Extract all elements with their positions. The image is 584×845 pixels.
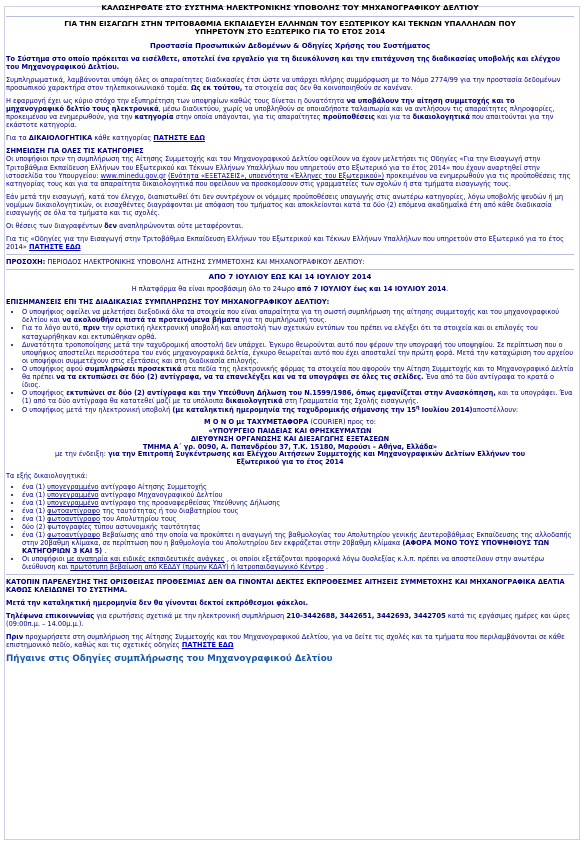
enclosures-intro: Τα εξής δικαιολογητικά:	[6, 471, 88, 480]
before-filling-note: Πριν προχωρήσετε στη συμπλήρωση της Αίτησης Συμμετοχής και του Μηχανογραφικού Δελτίου, για να δείτε τις σχολές και τα τμήματα που περιλαμβάνονται σε κάθε επιστημονικό πεδίο, καθώς και τις σχετικές οδηγίες ΠΑΤΗΣΤΕ ΕΔΩ	[6, 633, 565, 650]
list-item: • ένα (1) φωτοαντίγραφο του Απολυτηρίου τους	[22, 515, 574, 523]
note-paragraph-1: Οι υποψήφιοι πριν τη συμπλήρωση της Αίτησης Συμμετοχής και του Μηχανογραφικού Δελτίου οφείλουν να έχουν μελετήσει τις Οδηγίες «Για την Εισαγωγή στην Τριτοβάθμια Εκπαίδευση Ελλήνων του Εξωτερικού και Τέκνων Ελλήνων Υπαλλήλων που υπηρετούν στο Εξωτερικό για το έτος 2014» που έχουν αναρτηθεί στην ιστοσελίδα του Υπουργείου: www.minedu.gov.gr (Ενότητα «ΕΞΕΤΑΣΕΙΣ», υποενότητα «Έλληνες του Εξωτερικού») προκειμένου να ενημερωθούν για τις προϋποθέσεις της κατηγορίας τους και για τα απαραίτητα δικαιολογητικά που οφείλουν να προσκομίσουν στις γραμματείες των σχολών ή στα τμήματα εισαγωγής τους.	[6, 155, 571, 188]
divider	[6, 254, 574, 255]
goal-paragraph: Η εφαρμογή έχει ως κύριο στόχο την εξυπηρέτηση των υποψηφίων καθώς τους δίνεται η δυνατότητα να υποβάλουν την αίτηση συμμετοχής και το μηχανογραφικό δελτίο τους ηλεκτρονικά, μέσω διαδικτύου, χωρίς να υποβληθούν σε οποιαδήποτε ταλαιπωρία και να αντλήσουν τις απαραίτητες πληροφορίες, προκειμένου να ενημερωθούν, για την κατηγορία στην οποία υπάγονται, για τις απαραίτητες προϋποθέσεις και για τα δικαιολογητικά που απαιτούνται για την εκάστοτε κατηγορία.	[6, 97, 555, 130]
enclosures-list	[6, 483, 574, 571]
clarifications-heading: ΕΠΙΣΗΜΑΝΣΕΙΣ ΕΠΙ ΤΗΣ ΔΙΑΔΙΚΑΣΙΑΣ ΣΥΜΠΛΗΡΩΣΗΣ ΤΟΥ ΜΗΧΑΝΟΓΡΑΦΙΚΟΥ ΔΕΛΤΙΟΥ:	[6, 298, 330, 307]
list-item: • ένα (1) φωτοαντίγραφο της ταυτότητας ή του διαβατηρίου τους	[22, 507, 574, 515]
list-item: • ένα (1) φωτοαντίγραφο Βεβαίωσης από την οποία να προκύπτει η αναγωγή της βαθμολογίας του Απολυτηρίου γενικής Δευτεροβάθμιας Εκπαίδευσης της αλλοδαπής στην 20βαθμη κλίμακα, σε περίπτωση που η βαθμολογία του Απολυτηρίου δεν εκφράζεται στην 20βαθμη κλίμακα (ΑΦΟΡΑ ΜΟΝΟ ΤΟΥΣ ΥΠΟΨΗΦΙΟΥΣ ΤΩΝ ΚΑΤΗΓΟΡΙΩΝ 3 ΚΑΙ 5) .	[22, 531, 574, 555]
list-item: • ένα (1) υπογεγραμμένο αντίγραφο Αίτησης Συμμετοχής	[22, 483, 574, 491]
list-item: • δύο (2) φωτογραφίες τύπου αστυνομικής ταυτότητας	[22, 523, 574, 531]
list-item: • Οι υποψήφιοι με αναπηρία και ειδικές εκπαιδευτικές ανάγκες , οι οποίοι εξετάζονται προφορικά λόγω δυσλεξίας κ.λ.π. πρέπει να αποστείλουν στην ανωτέρω διεύθυνση και πρωτότυπη βεβαίωση από ΚΕΔΔΥ (πρώην ΚΔΑΥ) ή Ιατροπαιδαγωγικό Κέντρο .	[22, 555, 574, 571]
note-paragraph-2: Εάν μετά την εισαγωγή, κατά τον έλεγχο, διαπιστωθεί ότι δεν συντρέχουν οι νόμιμες προϋποθέσεις υπαγωγής στις ανωτέρω κατηγορίες, λόγω υποβολής ψευδών ή μη νομίμων δικαιολογητικών, οι εισαχθέντες διαγράφονται με απόφαση του τμήματος και αποκλείονται κατά τα δύο (2) επόμενα ακαδημαϊκά έτη από κάθε διαδικασία εισαγωγής σε όλα τα τμήματα και τις σχολές.	[6, 192, 564, 217]
goto-instructions-link[interactable]: Πήγαινε στις Οδηγίες συμπλήρωσης του Μηχανογραφικού Δελτίου	[6, 654, 333, 665]
list-item: • ένα (1) υπογεγραμμένο αντίγραφο Μηχανογραφικού Δελτίου	[22, 491, 574, 499]
page-subtitle-line2: ΥΠΗΡΕΤΟΥΝ ΣΤΟ ΕΞΩΤΕΡΙΚΟ ΓΙΑ ΤΟ ΕΤΟΣ 2014	[194, 27, 386, 37]
period-dates: ΑΠΟ 7 ΙΟΥΛΙΟΥ ΕΩΣ ΚΑΙ 14 ΙΟΥΛΙΟΥ 2014	[208, 272, 372, 281]
privacy-paragraph: Συμπληρωματικά, λαμβάνονται υπόψη όλες οι απαραίτητες διαδικασίες έτσι ώστε να υπάρχει πλήρης συμμόρφωση με το Νόμο 2774/99 για την προστασία δεδομένων προσωπικού χαρακτήρα στον τηλεπικοινωνιακό τομέα. Ως εκ τούτου, τα στοιχεία σας δεν θα κοινοποιηθούν σε κανέναν.	[6, 76, 561, 93]
mailing-address: «ΥΠΟΥΡΓΕΙΟ ΠΑΙΔΕΙΑΣ ΚΑΙ ΘΡΗΣΚΕΥΜΑΤΩΝ ΔΙΕΥΘΥΝΣΗ ΟΡΓΑΝΩΣΗΣ ΚΑΙ ΔΙΕΞΑΓΩΓΗΣ ΕΞΕΤΑΣΕΩΝ ΤΜΗΜΑ Α΄ γρ. 0090, Α. Παπανδρέου 37, Τ.Κ. 15180, Μαρούσι – Αθήνα, Ελλάδα» με την ένδειξη: για την Επιτροπή Συγκέντρωσης και Ελέγχου Αιτήσεων Συμμετοχής και Μηχανογραφικών Δελτίων Ελλήνων του Εξωτερικού για το έτος 2014	[54, 427, 526, 467]
list-item: • Ο υποψήφιος μετά την ηλεκτρονική υποβολή (με καταληκτική ημερομηνία της ταχυδρομικής σήμανσης την $15^\eta$ Ιουλίου 2014)αποστέλλουν:	[22, 405, 574, 414]
list-item: • Για το λόγο αυτό, πριν την οριστική ηλεκτρονική υποβολή και αποστολή των σχετικών εντύπων του πρέπει να ελέγξει ότι τα στοιχεία και οι επιλογές του καταχωρήθηκαν και εκτυπώθηκαν ορθά.	[22, 324, 574, 340]
contact-phones: Τηλέφωνα επικοινωνίας για ερωτήσεις σχετικά με την ηλεκτρονική συμπλήρωση 210-3442688, 3442651, 3442693, 3442705 κατά τις εργάσιμες ημέρες και ώρες (09:00π.μ. – 14.00μ.μ.).	[6, 612, 571, 629]
divider	[6, 574, 574, 575]
divider	[6, 269, 574, 270]
list-item: • Δυνατότητα τροποποίησης μετά την ταχυδρομική αποστολή δεν υπάρχει. Έγκυρο θεωρούνται αυτό που φέρουν την υπογραφή του υποψηφίου. Σε περίπτωση που ο υποψήφιος αποστείλει περισσότερα του ενός μηχανογραφικά δελτία, έγκυρο θεωρείται αυτό που έχει αποσταλεί την πρώτη φορά. Μετά την καταχώριση του αρχείου οι υποψήφιοι συμμετέχουν στις εξετάσεις και στη διαδικασία επιλογής.	[22, 341, 574, 365]
guidelines-link[interactable]: ΠΑΤΗΣΤΕ ΕΔΩ	[28, 242, 81, 251]
note-paragraph-3: Οι θέσεις των διαγραφέντων δεν αναπληρώνονται ούτε μεταφέρονται.	[6, 221, 244, 230]
privacy-heading: Προστασία Προσωπικών Δεδομένων & Οδηγίες Χρήσης του Συστήματος	[149, 41, 431, 50]
minedu-link[interactable]: www.minedu.gov.gr	[100, 171, 166, 180]
platform-availability: Η πλατφόρμα θα είναι προσβάσιμη όλο το 24ωρο από 7 ΙΟΥΛΙΟΥ έως και 14 ΙΟΥΛΙΟΥ 2014.	[131, 285, 449, 294]
main-content	[6, 4, 574, 665]
divider	[6, 16, 574, 17]
deadline-warning: ΚΑΤΟΠΙΝ ΠΑΡΕΛΕΥΣΗΣ ΤΗΣ ΟΡΙΣΘΕΙΣΑΣ ΠΡΟΘΕΣΜΙΑΣ ΔΕΝ ΘΑ ΓΙΝΟΝΤΑΙ ΔΕΚΤΕΣ ΕΚΠΡΟΘΕΣΜΕΣ ΑΙΤΗΣΕΙΣ ΣΥΜΜΕΤΟΧΗΣ ΚΑΙ ΜΗΧΑΝΟΓΡΑΦΙΚΑ ΔΕΛΤΙΑ ΚΑΘΩΣ ΚΛΕΙΔΩΝΕΙ ΤΟ ΣΥΣΤΗΜΑ.	[6, 578, 565, 595]
clarifications-list	[6, 308, 574, 414]
list-item: • Ο υποψήφιος εκτυπώνει σε δύο (2) αντίγραφα και την Υπεύθυνη Δήλωση του Ν.1599/1986, όπως εμφανίζεται στην Ανασκόπηση, και τα υπογράφει. Ένα (1) από τα δύο αντίγραφα θα κατατεθεί μαζί με τα υπόλοιπα δικαιολογητικά στη Γραμματεία της Σχολής εισαγωγής.	[22, 389, 574, 405]
schools-link[interactable]: ΠΑΤΗΣΤΕ ΕΔΩ	[181, 641, 234, 650]
list-item: • ένα (1) υπογεγραμμένο αντίγραφο της προαναφερθείσας Υπεύθυνης Δήλωσης	[22, 499, 574, 507]
list-item: • Ο υποψήφιος αφού συμπληρώσει προσεκτικά στα πεδία της ηλεκτρονικής φόρμας τα στοιχεία που αφορούν την Αίτηση Συμμετοχής και το Μηχανογραφικό Δελτίο θα πρέπει να τα εκτυπώσει σε δύο (2) αντίγραφα, να τα επανελέγξει και να τα υπογράψει σε όλες τις σελίδες. Ένα από τα δύο αντίγραφα το κρατά ο ίδιος.	[22, 365, 574, 389]
documents-link[interactable]: ΠΑΤΗΣΤΕ ΕΔΩ	[153, 134, 205, 143]
late-files-note: Μετά την καταληκτική ημερομηνία δεν θα γίνονται δεκτοί εκπρόθεσμοι φάκελοι.	[6, 599, 309, 608]
period-heading: ΠΡΟΣΟΧΗ: ΠΕΡΙΟΔΟΣ ΗΛΕΚΤΡΟΝΙΚΗΣ ΥΠΟΒΟΛΗΣ ΑΙΤΗΣΗΣ ΣΥΜΜΕΤΟΧΗΣ ΚΑΙ ΜΗΧΑΝΟΓΡΑΦΙΚΟΥ ΔΕΛΤΙΟΥ:	[6, 257, 365, 266]
documents-line: Για τα ΔΙΚΑΙΟΛΟΓΗΤΙΚΑ κάθε κατηγορίας ΠΑΤΗΣΤΕ ΕΔΩ	[6, 134, 205, 143]
page-subtitle-line1: ΓΙΑ ΤΗΝ ΕΙΣΑΓΩΓΗ ΣΤΗΝ ΤΡΙΤΟΒΑΘΜΙΑ ΕΚΠΑΙΔΕΥΣΗ ΕΛΛΗΝΩΝ ΤΟΥ ΕΞΩΤΕΡΙΚΟΥ ΚΑΙ ΤΕΚΝΩΝ ΥΠΑΛΛΗΛΩΝ ΠΟΥ	[64, 18, 516, 28]
courier-line: Μ Ο Ν Ο με ΤΑΧΥΜΕΤΑΦΟΡΑ (COURIER) προς το:	[203, 418, 377, 427]
note-paragraph-4: Για τις «Οδηγίες για την Εισαγωγή στην Τριτοβάθμια Εκπαίδευση Ελλήνων του Εξωτερικού και Τέκνων Ελλήνων Υπαλλήλων που υπηρετούν στο Εξωτερικό για το έτος 2014» ΠΑΤΗΣΤΕ ΕΔΩ	[6, 234, 564, 251]
page-title: ΚΑΛΩΣΗΡΘΑΤΕ ΣΤΟ ΣΥΣΤΗΜΑ ΗΛΕΚΤΡΟΝΙΚΗΣ ΥΠΟΒΟΛΗΣ ΤΟΥ ΜΗΧΑΝΟΓΡΑΦΙΚΟΥ ΔΕΛΤΙΟΥ	[101, 3, 479, 12]
note-heading: ΣΗΜΕΙΩΣΗ ΓΙΑ ΟΛΕΣ ΤΙΣ ΚΑΤΗΓΟΡΙΕΣ	[6, 147, 144, 156]
intro-paragraph: Το Σύστημα στο οποίο πρόκειται να εισέλθετε, αποτελεί ένα εργαλείο για τη διευκόλυνση και την επιτάχυνση της διαδικασίας υποβολής και ελέγχου του Μηχανογραφικού Δελτίου.	[6, 55, 561, 72]
list-item: • Ο υποψήφιος οφείλει να μελετήσει διεξοδικά όλα τα στοιχεία που είναι απαραίτητα για τη σωστή συμπλήρωση της αίτησης συμμετοχής και του μηχανογραφικού δελτίου και να ακολουθήσει πιστά τα προτεινόμενα βήματα για τη συμπλήρωσή τους.	[22, 308, 574, 324]
